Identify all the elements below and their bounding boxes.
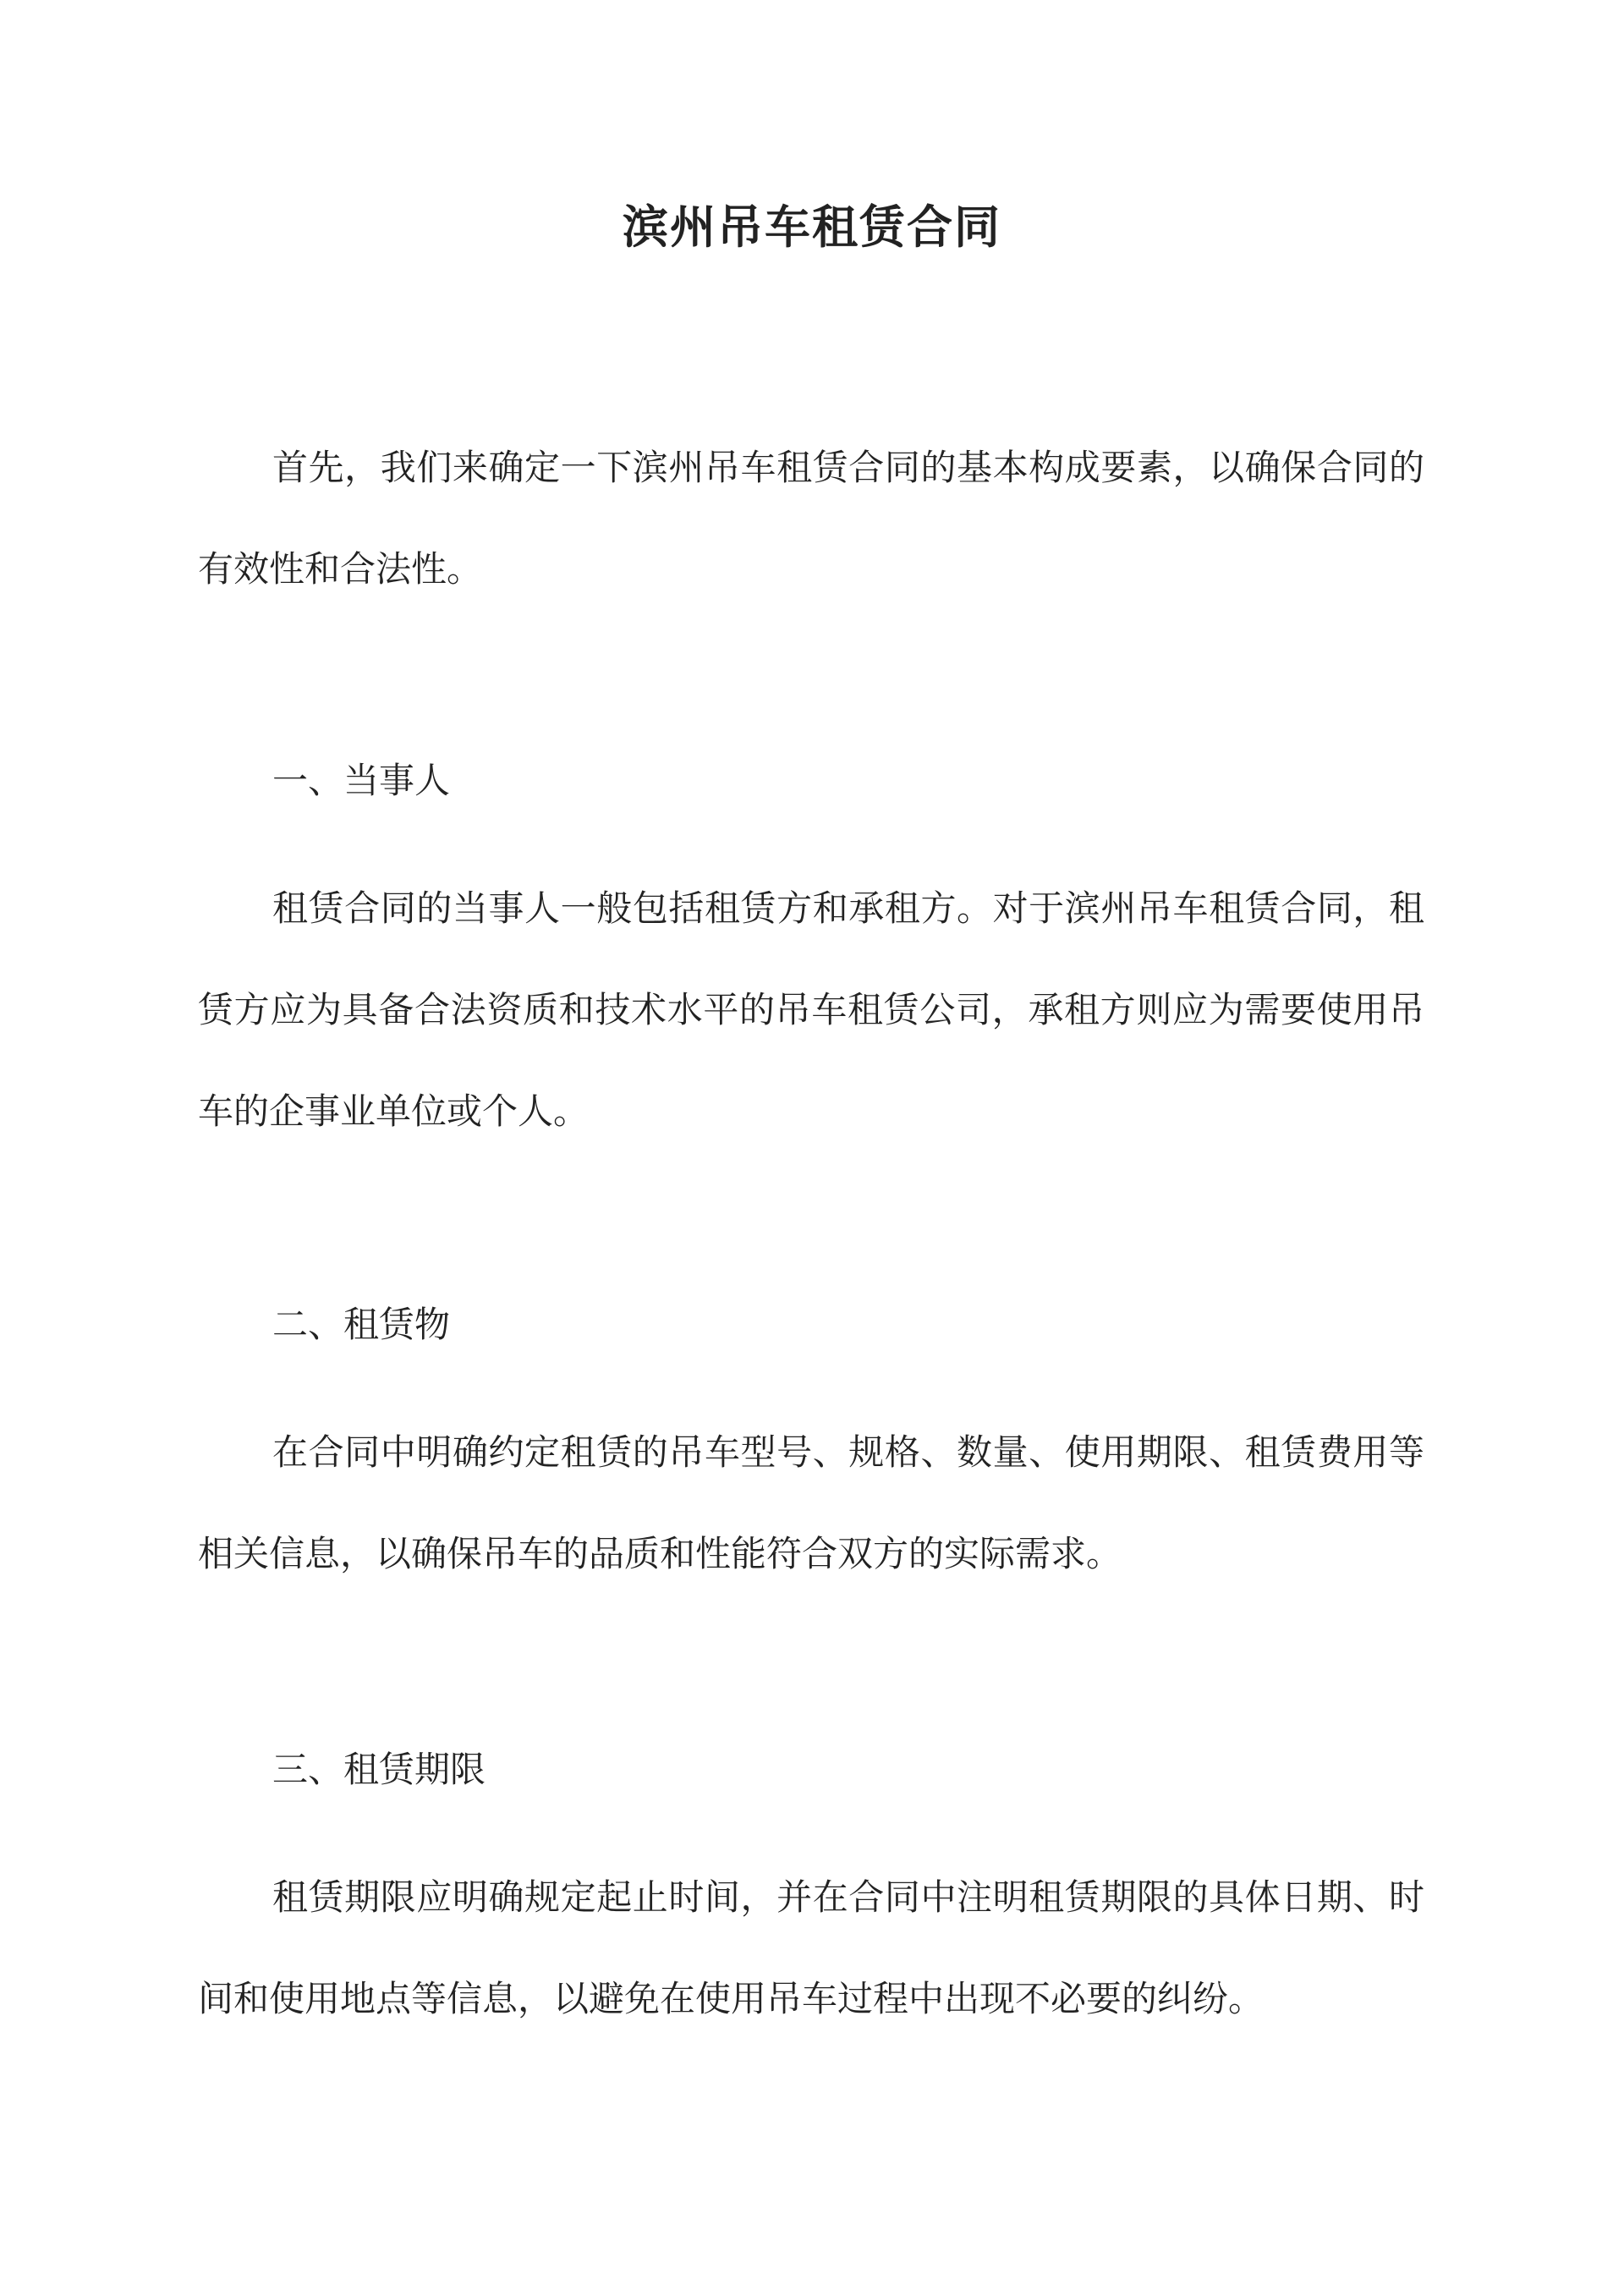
- intro-paragraph: 首先，我们来确定一下滨州吊车租赁合同的基本构成要素，以确保合同的有效性和合法性。: [198, 447, 1424, 590]
- section-heading-leased-item: 二、租赁物: [272, 1304, 451, 1345]
- section-heading-lease-term: 三、租赁期限: [272, 1749, 486, 1790]
- section-body-leased-item: 在合同中明确约定租赁的吊车型号、规格、数量、使用期限、租赁费用等相关信息，以确保吊车的品质和性能符合双方的实际需求。: [198, 1431, 1424, 1574]
- section-heading-parties: 一、当事人: [272, 760, 451, 801]
- document-title: 滨州吊车租赁合同: [623, 200, 1001, 254]
- section-body-lease-term: 租赁期限应明确规定起止时间，并在合同中注明租赁期限的具体日期、时间和使用地点等信息，以避免在使用吊车过程中出现不必要的纠纷。: [198, 1876, 1424, 2019]
- section-body-parties: 租赁合同的当事人一般包括租赁方和承租方。对于滨州吊车租赁合同，租赁方应为具备合法资质和技术水平的吊车租赁公司，承租方则应为需要使用吊车的企事业单位或个人。: [198, 887, 1424, 1132]
